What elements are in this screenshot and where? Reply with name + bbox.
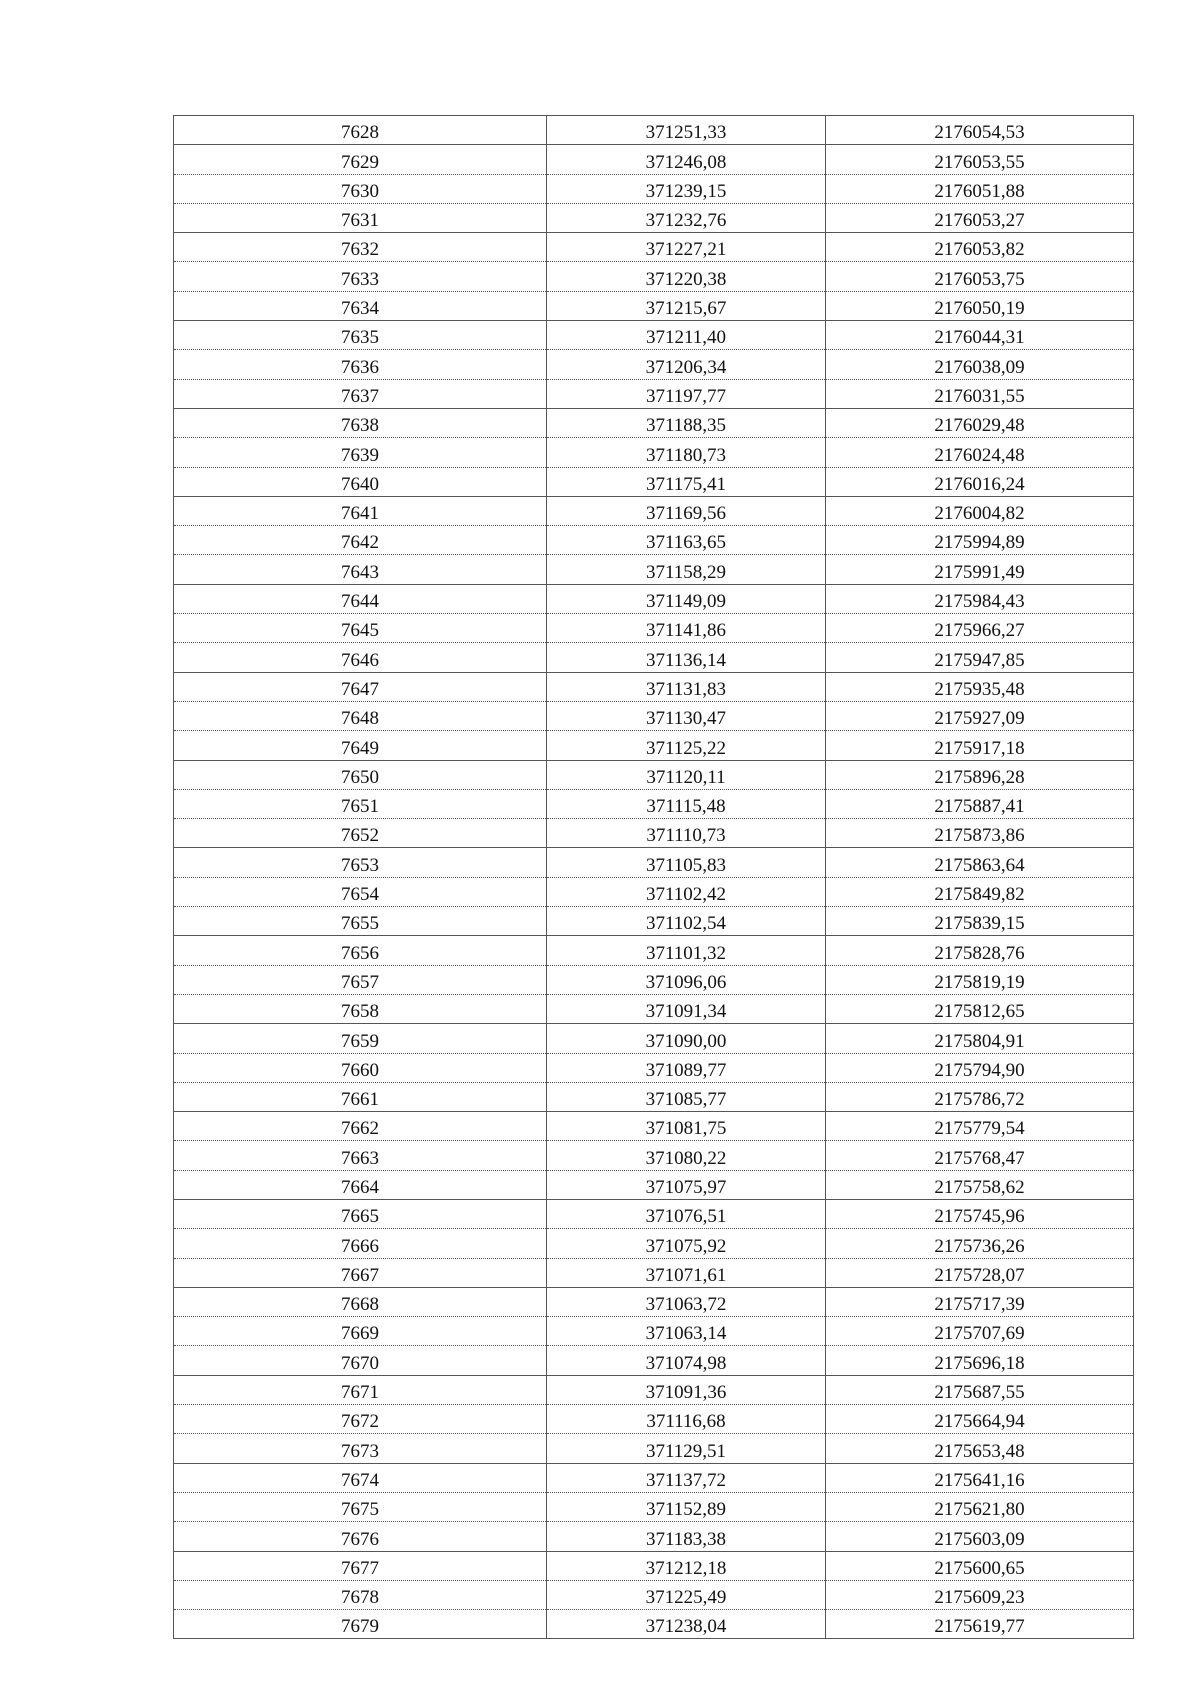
point-number-cell: 7635	[174, 321, 547, 350]
x-coordinate-cell: 371091,36	[547, 1375, 826, 1404]
point-number-cell: 7653	[174, 848, 547, 877]
x-coordinate-cell: 371141,86	[547, 614, 826, 643]
table-row	[174, 907, 1134, 936]
x-coordinate-cell: 371211,40	[547, 321, 826, 350]
point-number-cell: 7655	[174, 907, 547, 936]
y-coordinate-cell: 2175984,43	[826, 584, 1134, 613]
x-coordinate-cell: 371091,34	[547, 994, 826, 1023]
x-coordinate-cell: 371115,48	[547, 789, 826, 818]
point-number-cell: 7666	[174, 1229, 547, 1258]
x-coordinate-cell: 371089,77	[547, 1053, 826, 1082]
point-number-cell: 7674	[174, 1463, 547, 1492]
x-coordinate-cell: 371158,29	[547, 555, 826, 584]
y-coordinate-cell: 2175819,19	[826, 965, 1134, 994]
y-coordinate-cell: 2175804,91	[826, 1024, 1134, 1053]
x-coordinate-cell: 371220,38	[547, 262, 826, 291]
x-coordinate-cell: 371096,06	[547, 965, 826, 994]
y-coordinate-cell: 2175717,39	[826, 1287, 1134, 1316]
y-coordinate-cell: 2175603,09	[826, 1522, 1134, 1551]
y-coordinate-cell: 2175621,80	[826, 1492, 1134, 1521]
table-row	[174, 760, 1134, 789]
y-coordinate-cell: 2175696,18	[826, 1346, 1134, 1375]
x-coordinate-cell: 371239,15	[547, 174, 826, 203]
table-row	[174, 789, 1134, 818]
y-coordinate-cell: 2175745,96	[826, 1199, 1134, 1228]
point-number-cell: 7647	[174, 672, 547, 701]
table-row	[174, 1170, 1134, 1199]
y-coordinate-cell: 2175619,77	[826, 1610, 1134, 1639]
x-coordinate-cell: 371120,11	[547, 760, 826, 789]
coordinates-table-body	[174, 116, 1134, 1639]
y-coordinate-cell: 2175768,47	[826, 1141, 1134, 1170]
table-row	[174, 1580, 1134, 1609]
y-coordinate-cell: 2175609,23	[826, 1580, 1134, 1609]
y-coordinate-cell: 2175863,64	[826, 848, 1134, 877]
table-row	[174, 203, 1134, 232]
x-coordinate-cell: 371206,34	[547, 350, 826, 379]
table-row	[174, 1199, 1134, 1228]
table-row	[174, 174, 1134, 203]
x-coordinate-cell: 371149,09	[547, 584, 826, 613]
point-number-cell: 7631	[174, 203, 547, 232]
point-number-cell: 7645	[174, 614, 547, 643]
x-coordinate-cell: 371075,97	[547, 1170, 826, 1199]
y-coordinate-cell: 2175935,48	[826, 672, 1134, 701]
x-coordinate-cell: 371251,33	[547, 116, 826, 145]
x-coordinate-cell: 371063,72	[547, 1287, 826, 1316]
table-row	[174, 877, 1134, 906]
y-coordinate-cell: 2175917,18	[826, 731, 1134, 760]
point-number-cell: 7656	[174, 936, 547, 965]
y-coordinate-cell: 2175653,48	[826, 1434, 1134, 1463]
table-row	[174, 1522, 1134, 1551]
x-coordinate-cell: 371163,65	[547, 526, 826, 555]
point-number-cell: 7651	[174, 789, 547, 818]
table-row	[174, 936, 1134, 965]
y-coordinate-cell: 2176054,53	[826, 116, 1134, 145]
point-number-cell: 7662	[174, 1112, 547, 1141]
y-coordinate-cell: 2175779,54	[826, 1112, 1134, 1141]
point-number-cell: 7672	[174, 1405, 547, 1434]
table-row	[174, 233, 1134, 262]
table-row	[174, 614, 1134, 643]
x-coordinate-cell: 371116,68	[547, 1405, 826, 1434]
x-coordinate-cell: 371080,22	[547, 1141, 826, 1170]
x-coordinate-cell: 371137,72	[547, 1463, 826, 1492]
table-row	[174, 1229, 1134, 1258]
table-row	[174, 350, 1134, 379]
point-number-cell: 7637	[174, 379, 547, 408]
point-number-cell: 7664	[174, 1170, 547, 1199]
x-coordinate-cell: 371215,67	[547, 291, 826, 320]
point-number-cell: 7642	[174, 526, 547, 555]
y-coordinate-cell: 2175966,27	[826, 614, 1134, 643]
y-coordinate-cell: 2176053,27	[826, 203, 1134, 232]
y-coordinate-cell: 2175736,26	[826, 1229, 1134, 1258]
x-coordinate-cell: 371246,08	[547, 145, 826, 174]
x-coordinate-cell: 371075,92	[547, 1229, 826, 1258]
y-coordinate-cell: 2176031,55	[826, 379, 1134, 408]
y-coordinate-cell: 2175828,76	[826, 936, 1134, 965]
point-number-cell: 7673	[174, 1434, 547, 1463]
x-coordinate-cell: 371136,14	[547, 643, 826, 672]
table-row	[174, 1258, 1134, 1287]
point-number-cell: 7665	[174, 1199, 547, 1228]
point-number-cell: 7667	[174, 1258, 547, 1287]
table-row	[174, 819, 1134, 848]
x-coordinate-cell: 371081,75	[547, 1112, 826, 1141]
point-number-cell: 7671	[174, 1375, 547, 1404]
point-number-cell: 7679	[174, 1610, 547, 1639]
table-row	[174, 555, 1134, 584]
y-coordinate-cell: 2175947,85	[826, 643, 1134, 672]
table-row	[174, 965, 1134, 994]
table-row	[174, 1492, 1134, 1521]
x-coordinate-cell: 371183,38	[547, 1522, 826, 1551]
table-row	[174, 584, 1134, 613]
y-coordinate-cell: 2175896,28	[826, 760, 1134, 789]
y-coordinate-cell: 2176053,55	[826, 145, 1134, 174]
x-coordinate-cell: 371076,51	[547, 1199, 826, 1228]
y-coordinate-cell: 2175786,72	[826, 1082, 1134, 1111]
y-coordinate-cell: 2176044,31	[826, 321, 1134, 350]
table-row	[174, 731, 1134, 760]
y-coordinate-cell: 2175728,07	[826, 1258, 1134, 1287]
x-coordinate-cell: 371130,47	[547, 701, 826, 730]
y-coordinate-cell: 2176029,48	[826, 408, 1134, 437]
y-coordinate-cell: 2175600,65	[826, 1551, 1134, 1580]
y-coordinate-cell: 2175927,09	[826, 701, 1134, 730]
y-coordinate-cell: 2175758,62	[826, 1170, 1134, 1199]
table-row	[174, 1317, 1134, 1346]
y-coordinate-cell: 2175641,16	[826, 1463, 1134, 1492]
point-number-cell: 7678	[174, 1580, 547, 1609]
x-coordinate-cell: 371071,61	[547, 1258, 826, 1287]
x-coordinate-cell: 371175,41	[547, 467, 826, 496]
x-coordinate-cell: 371063,14	[547, 1317, 826, 1346]
point-number-cell: 7629	[174, 145, 547, 174]
table-row	[174, 408, 1134, 437]
x-coordinate-cell: 371225,49	[547, 1580, 826, 1609]
point-number-cell: 7640	[174, 467, 547, 496]
y-coordinate-cell: 2175849,82	[826, 877, 1134, 906]
table-row	[174, 643, 1134, 672]
table-row	[174, 467, 1134, 496]
y-coordinate-cell: 2176016,24	[826, 467, 1134, 496]
point-number-cell: 7632	[174, 233, 547, 262]
table-row	[174, 701, 1134, 730]
point-number-cell: 7634	[174, 291, 547, 320]
point-number-cell: 7657	[174, 965, 547, 994]
point-number-cell: 7663	[174, 1141, 547, 1170]
y-coordinate-cell: 2176024,48	[826, 438, 1134, 467]
table-row	[174, 1551, 1134, 1580]
table-row	[174, 116, 1134, 145]
point-number-cell: 7670	[174, 1346, 547, 1375]
point-number-cell: 7661	[174, 1082, 547, 1111]
x-coordinate-cell: 371169,56	[547, 496, 826, 525]
y-coordinate-cell: 2175887,41	[826, 789, 1134, 818]
table-row	[174, 321, 1134, 350]
x-coordinate-cell: 371090,00	[547, 1024, 826, 1053]
table-row	[174, 1463, 1134, 1492]
point-number-cell: 7668	[174, 1287, 547, 1316]
point-number-cell: 7654	[174, 877, 547, 906]
point-number-cell: 7652	[174, 819, 547, 848]
y-coordinate-cell: 2175812,65	[826, 994, 1134, 1023]
x-coordinate-cell: 371105,83	[547, 848, 826, 877]
x-coordinate-cell: 371102,54	[547, 907, 826, 936]
point-number-cell: 7646	[174, 643, 547, 672]
point-number-cell: 7677	[174, 1551, 547, 1580]
point-number-cell: 7636	[174, 350, 547, 379]
point-number-cell: 7638	[174, 408, 547, 437]
table-row	[174, 438, 1134, 467]
table-row	[174, 1405, 1134, 1434]
point-number-cell: 7650	[174, 760, 547, 789]
table-row	[174, 1053, 1134, 1082]
point-number-cell: 7649	[174, 731, 547, 760]
y-coordinate-cell: 2175664,94	[826, 1405, 1134, 1434]
y-coordinate-cell: 2176050,19	[826, 291, 1134, 320]
x-coordinate-cell: 371125,22	[547, 731, 826, 760]
table-row	[174, 145, 1134, 174]
table-row	[174, 1141, 1134, 1170]
table-row	[174, 262, 1134, 291]
y-coordinate-cell: 2176053,82	[826, 233, 1134, 262]
x-coordinate-cell: 371212,18	[547, 1551, 826, 1580]
point-number-cell: 7659	[174, 1024, 547, 1053]
point-number-cell: 7644	[174, 584, 547, 613]
table-row	[174, 526, 1134, 555]
y-coordinate-cell: 2175991,49	[826, 555, 1134, 584]
x-coordinate-cell: 371188,35	[547, 408, 826, 437]
point-number-cell: 7643	[174, 555, 547, 584]
table-row	[174, 1287, 1134, 1316]
x-coordinate-cell: 371238,04	[547, 1610, 826, 1639]
x-coordinate-cell: 371232,76	[547, 203, 826, 232]
table-row	[174, 672, 1134, 701]
point-number-cell: 7641	[174, 496, 547, 525]
table-row	[174, 1112, 1134, 1141]
table-row	[174, 379, 1134, 408]
table-row	[174, 848, 1134, 877]
x-coordinate-cell: 371129,51	[547, 1434, 826, 1463]
x-coordinate-cell: 371227,21	[547, 233, 826, 262]
table-row	[174, 1610, 1134, 1639]
point-number-cell: 7660	[174, 1053, 547, 1082]
coordinates-table	[173, 115, 1134, 1639]
x-coordinate-cell: 371131,83	[547, 672, 826, 701]
point-number-cell: 7633	[174, 262, 547, 291]
x-coordinate-cell: 371085,77	[547, 1082, 826, 1111]
x-coordinate-cell: 371197,77	[547, 379, 826, 408]
table-row	[174, 1082, 1134, 1111]
table-row	[174, 1434, 1134, 1463]
x-coordinate-cell: 371101,32	[547, 936, 826, 965]
point-number-cell: 7628	[174, 116, 547, 145]
x-coordinate-cell: 371152,89	[547, 1492, 826, 1521]
x-coordinate-cell: 371110,73	[547, 819, 826, 848]
x-coordinate-cell: 371102,42	[547, 877, 826, 906]
table-row	[174, 1375, 1134, 1404]
y-coordinate-cell: 2175707,69	[826, 1317, 1134, 1346]
y-coordinate-cell: 2175687,55	[826, 1375, 1134, 1404]
y-coordinate-cell: 2176004,82	[826, 496, 1134, 525]
point-number-cell: 7676	[174, 1522, 547, 1551]
y-coordinate-cell: 2176038,09	[826, 350, 1134, 379]
point-number-cell: 7658	[174, 994, 547, 1023]
y-coordinate-cell: 2175839,15	[826, 907, 1134, 936]
x-coordinate-cell: 371180,73	[547, 438, 826, 467]
table-row	[174, 291, 1134, 320]
table-row	[174, 994, 1134, 1023]
point-number-cell: 7669	[174, 1317, 547, 1346]
y-coordinate-cell: 2175994,89	[826, 526, 1134, 555]
y-coordinate-cell: 2175873,86	[826, 819, 1134, 848]
y-coordinate-cell: 2175794,90	[826, 1053, 1134, 1082]
point-number-cell: 7630	[174, 174, 547, 203]
point-number-cell: 7639	[174, 438, 547, 467]
y-coordinate-cell: 2176051,88	[826, 174, 1134, 203]
table-row	[174, 496, 1134, 525]
point-number-cell: 7648	[174, 701, 547, 730]
table-row	[174, 1024, 1134, 1053]
table-row	[174, 1346, 1134, 1375]
y-coordinate-cell: 2176053,75	[826, 262, 1134, 291]
x-coordinate-cell: 371074,98	[547, 1346, 826, 1375]
point-number-cell: 7675	[174, 1492, 547, 1521]
